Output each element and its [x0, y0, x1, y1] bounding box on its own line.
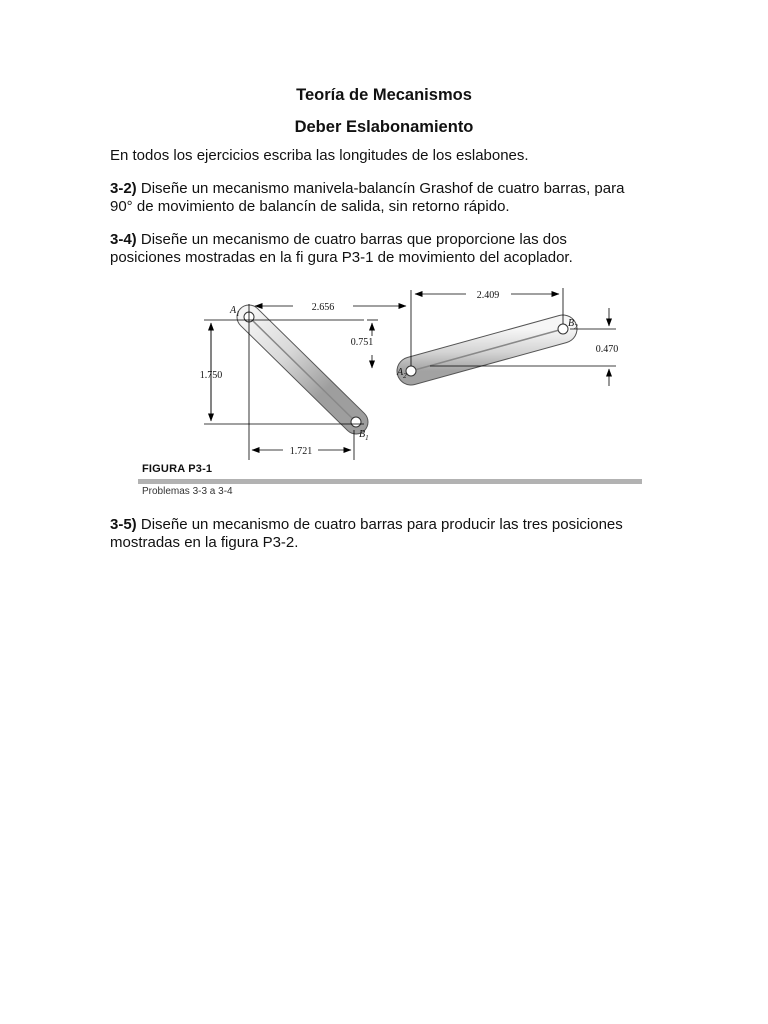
document-title: Teoría de Mecanismos: [296, 86, 472, 104]
label-b2: $B_2$: [568, 318, 578, 331]
document-subtitle: Deber Eslabonamiento: [294, 118, 474, 136]
figure-caption-rule: [138, 479, 642, 484]
dim-1750: 1.750: [199, 370, 223, 381]
problem-text-line1: Diseñe un mecanismo manivela-balancín Grashof de cuatro barras, para: [136, 180, 625, 197]
problem-3-2: [110, 180, 670, 216]
problem-3-4: [110, 231, 670, 267]
problem-text-line2: mostradas en la figura P3-2.: [110, 534, 299, 551]
problem-text-line2: posiciones mostradas en la fi gura P3-1 de movimiento del acoplador.: [110, 249, 573, 266]
intro-paragraph: En todos los ejercicios escriba las longitudes de los eslabones.: [110, 147, 529, 164]
link-a1-b1: [244, 312, 361, 427]
figure-caption-title: FIGURA P3-1: [142, 463, 213, 475]
problem-text-line1: Diseñe un mecanismo de cuatro barras para producir las tres posiciones: [136, 516, 623, 533]
problem-number: 3-4): [110, 231, 137, 248]
dim-2409: 2.409: [476, 290, 500, 301]
link-a2-b2: [406, 324, 568, 376]
dim-0751: 0.751: [350, 337, 374, 348]
dim-2656: 2.656: [311, 302, 335, 313]
problem-3-5: [110, 516, 670, 552]
problem-number: 3-5): [110, 516, 137, 533]
problem-text-line1: Diseñe un mecanismo de cuatro barras que proporcione las dos: [136, 231, 567, 248]
figure-p3-1-diagram: [138, 282, 642, 462]
problem-number: 3-2): [110, 180, 137, 197]
label-a2: $A_2$: [397, 367, 407, 380]
figure-caption-subtitle: Problemas 3-3 a 3-4: [142, 486, 233, 497]
dim-1721: 1.721: [289, 446, 313, 457]
label-a1: $A_1$: [230, 305, 240, 318]
label-b1: $B_1$: [359, 429, 369, 442]
problem-text-line2: 90° de movimiento de balancín de salida, sin retorno rápido.: [110, 198, 510, 215]
dim-0470: 0.470: [595, 344, 619, 355]
